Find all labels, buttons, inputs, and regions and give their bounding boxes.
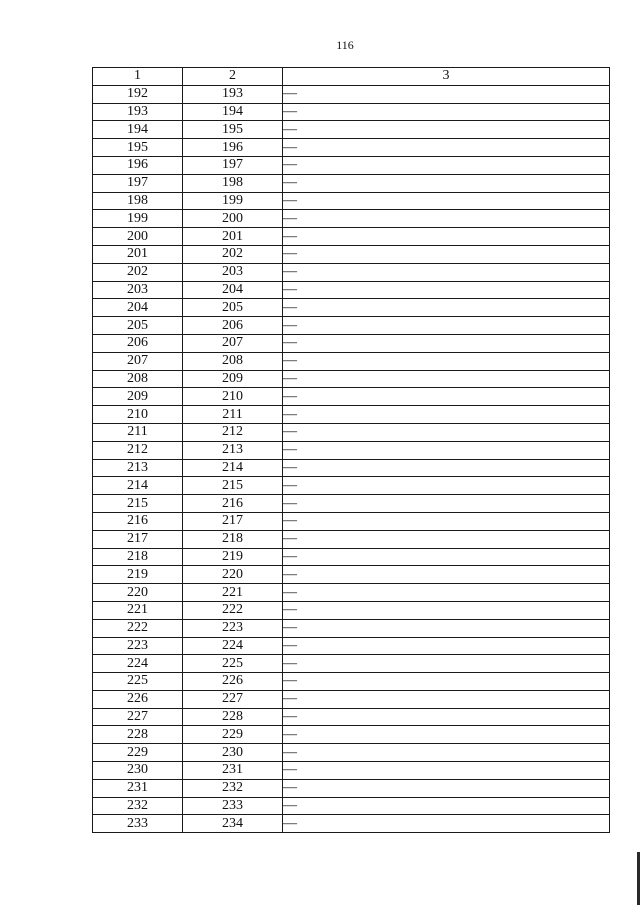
table-cell-col-3: — [283, 423, 610, 441]
table-cell-col-1: 232 [93, 797, 183, 815]
table-cell-col-1: 219 [93, 566, 183, 584]
table-row [93, 388, 610, 406]
table-cell-col-2: 199 [183, 192, 283, 210]
table-cell-col-3: — [283, 744, 610, 762]
table-cell-col-3: — [283, 797, 610, 815]
data-table [92, 67, 610, 833]
table-cell-col-2: 231 [183, 762, 283, 780]
table-row [93, 192, 610, 210]
table-cell-col-2: 207 [183, 334, 283, 352]
table-cell-col-1: 218 [93, 548, 183, 566]
table-cell-col-3: — [283, 299, 610, 317]
table-cell-col-2: 211 [183, 406, 283, 424]
table-row [93, 566, 610, 584]
table-row [93, 263, 610, 281]
table-cell-col-1: 205 [93, 317, 183, 335]
table-header [93, 68, 610, 86]
table-cell-col-1: 229 [93, 744, 183, 762]
table-cell-col-3: — [283, 459, 610, 477]
table-cell-col-1: 233 [93, 815, 183, 833]
table-cell-col-1: 204 [93, 299, 183, 317]
table-cell-col-3: — [283, 690, 610, 708]
table-cell-col-3: — [283, 566, 610, 584]
table-cell-col-3: — [283, 619, 610, 637]
table-row [93, 477, 610, 495]
table-cell-col-3: — [283, 815, 610, 833]
table-cell-col-1: 192 [93, 85, 183, 103]
table-cell-col-2: 201 [183, 228, 283, 246]
table-row [93, 512, 610, 530]
table-cell-col-3: — [283, 370, 610, 388]
table-cell-col-2: 213 [183, 441, 283, 459]
table-cell-col-2: 223 [183, 619, 283, 637]
table-row [93, 441, 610, 459]
table-cell-col-1: 209 [93, 388, 183, 406]
table-cell-col-1: 226 [93, 690, 183, 708]
table-row [93, 334, 610, 352]
table-cell-col-3: — [283, 726, 610, 744]
table-row [93, 762, 610, 780]
table-cell-col-1: 221 [93, 601, 183, 619]
table-cell-col-1: 212 [93, 441, 183, 459]
table-cell-col-1: 222 [93, 619, 183, 637]
table-cell-col-2: 233 [183, 797, 283, 815]
table-cell-col-3: — [283, 352, 610, 370]
table-cell-col-2: 229 [183, 726, 283, 744]
table-cell-col-1: 202 [93, 263, 183, 281]
table-cell-col-2: 197 [183, 156, 283, 174]
table-row [93, 495, 610, 513]
table-row [93, 103, 610, 121]
table-cell-col-3: — [283, 121, 610, 139]
table-cell-col-3: — [283, 673, 610, 691]
table-row [93, 708, 610, 726]
table-cell-col-2: 225 [183, 655, 283, 673]
table-cell-col-3: — [283, 263, 610, 281]
table-row [93, 690, 610, 708]
table-row [93, 423, 610, 441]
table-row [93, 156, 610, 174]
table-row [93, 655, 610, 673]
table-row [93, 619, 610, 637]
table-cell-col-1: 211 [93, 423, 183, 441]
table-cell-col-3: — [283, 317, 610, 335]
table-cell-col-3: — [283, 156, 610, 174]
table-cell-col-3: — [283, 762, 610, 780]
table-cell-col-1: 198 [93, 192, 183, 210]
table-cell-col-2: 202 [183, 245, 283, 263]
table-cell-col-2: 215 [183, 477, 283, 495]
table-row [93, 779, 610, 797]
table-cell-col-3: — [283, 584, 610, 602]
table-cell-col-2: 226 [183, 673, 283, 691]
table-cell-col-1: 225 [93, 673, 183, 691]
table-row [93, 245, 610, 263]
column-header-1: 1 [93, 68, 183, 86]
table-cell-col-1: 223 [93, 637, 183, 655]
table-row [93, 317, 610, 335]
table-cell-col-1: 216 [93, 512, 183, 530]
table-cell-col-3: — [283, 174, 610, 192]
table-cell-col-2: 232 [183, 779, 283, 797]
table-cell-col-3: — [283, 406, 610, 424]
table-cell-col-2: 193 [183, 85, 283, 103]
table-cell-col-1: 231 [93, 779, 183, 797]
table-cell-col-2: 208 [183, 352, 283, 370]
table-cell-col-2: 218 [183, 530, 283, 548]
table-row [93, 548, 610, 566]
table-cell-col-2: 227 [183, 690, 283, 708]
table-row [93, 459, 610, 477]
table-cell-col-1: 199 [93, 210, 183, 228]
table-cell-col-1: 200 [93, 228, 183, 246]
table-cell-col-1: 214 [93, 477, 183, 495]
table-row [93, 352, 610, 370]
table-cell-col-2: 200 [183, 210, 283, 228]
table-cell-col-2: 224 [183, 637, 283, 655]
table-cell-col-3: — [283, 655, 610, 673]
table-row [93, 530, 610, 548]
column-header-3: 3 [283, 68, 610, 86]
table-cell-col-3: — [283, 388, 610, 406]
table-cell-col-3: — [283, 245, 610, 263]
table-cell-col-3: — [283, 512, 610, 530]
table-cell-col-3: — [283, 281, 610, 299]
table-cell-col-1: 206 [93, 334, 183, 352]
table-cell-col-1: 215 [93, 495, 183, 513]
table-cell-col-3: — [283, 495, 610, 513]
table-cell-col-2: 203 [183, 263, 283, 281]
table-cell-col-3: — [283, 601, 610, 619]
table-cell-col-2: 222 [183, 601, 283, 619]
table-cell-col-1: 224 [93, 655, 183, 673]
table-row [93, 744, 610, 762]
table-cell-col-1: 230 [93, 762, 183, 780]
table-body [93, 85, 610, 832]
table-cell-col-1: 217 [93, 530, 183, 548]
table-row [93, 637, 610, 655]
table-row [93, 281, 610, 299]
table-row [93, 139, 610, 157]
table-cell-col-1: 203 [93, 281, 183, 299]
table-cell-col-2: 205 [183, 299, 283, 317]
table-cell-col-2: 206 [183, 317, 283, 335]
table-cell-col-3: — [283, 779, 610, 797]
table-cell-col-3: — [283, 334, 610, 352]
table-cell-col-2: 198 [183, 174, 283, 192]
table-row [93, 228, 610, 246]
table-row [93, 673, 610, 691]
table-cell-col-1: 213 [93, 459, 183, 477]
table-cell-col-2: 212 [183, 423, 283, 441]
table-cell-col-2: 230 [183, 744, 283, 762]
table-row [93, 815, 610, 833]
table-row [93, 210, 610, 228]
table-row [93, 85, 610, 103]
table-cell-col-2: 210 [183, 388, 283, 406]
table-cell-col-1: 193 [93, 103, 183, 121]
table-cell-col-3: — [283, 103, 610, 121]
table-cell-col-3: — [283, 708, 610, 726]
table-cell-col-2: 194 [183, 103, 283, 121]
table-cell-col-3: — [283, 477, 610, 495]
column-header-2: 2 [183, 68, 283, 86]
table-row [93, 174, 610, 192]
table-cell-col-3: — [283, 228, 610, 246]
table-cell-col-1: 228 [93, 726, 183, 744]
table-cell-col-1: 197 [93, 174, 183, 192]
table-cell-col-2: 196 [183, 139, 283, 157]
table-cell-col-1: 220 [93, 584, 183, 602]
table-cell-col-2: 216 [183, 495, 283, 513]
page-number: 116 [336, 38, 354, 52]
table-cell-col-3: — [283, 530, 610, 548]
table-row [93, 121, 610, 139]
table-cell-col-1: 196 [93, 156, 183, 174]
table-row [93, 601, 610, 619]
table-cell-col-2: 214 [183, 459, 283, 477]
table-row [93, 584, 610, 602]
table-cell-col-2: 219 [183, 548, 283, 566]
table-cell-col-1: 208 [93, 370, 183, 388]
table-cell-col-1: 201 [93, 245, 183, 263]
table-cell-col-3: — [283, 139, 610, 157]
table-cell-col-2: 195 [183, 121, 283, 139]
table-cell-col-2: 221 [183, 584, 283, 602]
table-row [93, 797, 610, 815]
table-cell-col-1: 194 [93, 121, 183, 139]
table-row [93, 726, 610, 744]
table-cell-col-1: 210 [93, 406, 183, 424]
table-cell-col-2: 234 [183, 815, 283, 833]
table-cell-col-3: — [283, 210, 610, 228]
table-cell-col-3: — [283, 85, 610, 103]
table-cell-col-2: 204 [183, 281, 283, 299]
table-cell-col-1: 207 [93, 352, 183, 370]
table-cell-col-2: 209 [183, 370, 283, 388]
table-cell-col-2: 228 [183, 708, 283, 726]
table-cell-col-1: 195 [93, 139, 183, 157]
table-cell-col-3: — [283, 441, 610, 459]
header-row [93, 68, 610, 86]
table-cell-col-1: 227 [93, 708, 183, 726]
table-cell-col-3: — [283, 192, 610, 210]
table-row [93, 299, 610, 317]
table-cell-col-3: — [283, 548, 610, 566]
table-row [93, 370, 610, 388]
table-cell-col-2: 217 [183, 512, 283, 530]
table-row [93, 406, 610, 424]
table-cell-col-2: 220 [183, 566, 283, 584]
table-cell-col-3: — [283, 637, 610, 655]
